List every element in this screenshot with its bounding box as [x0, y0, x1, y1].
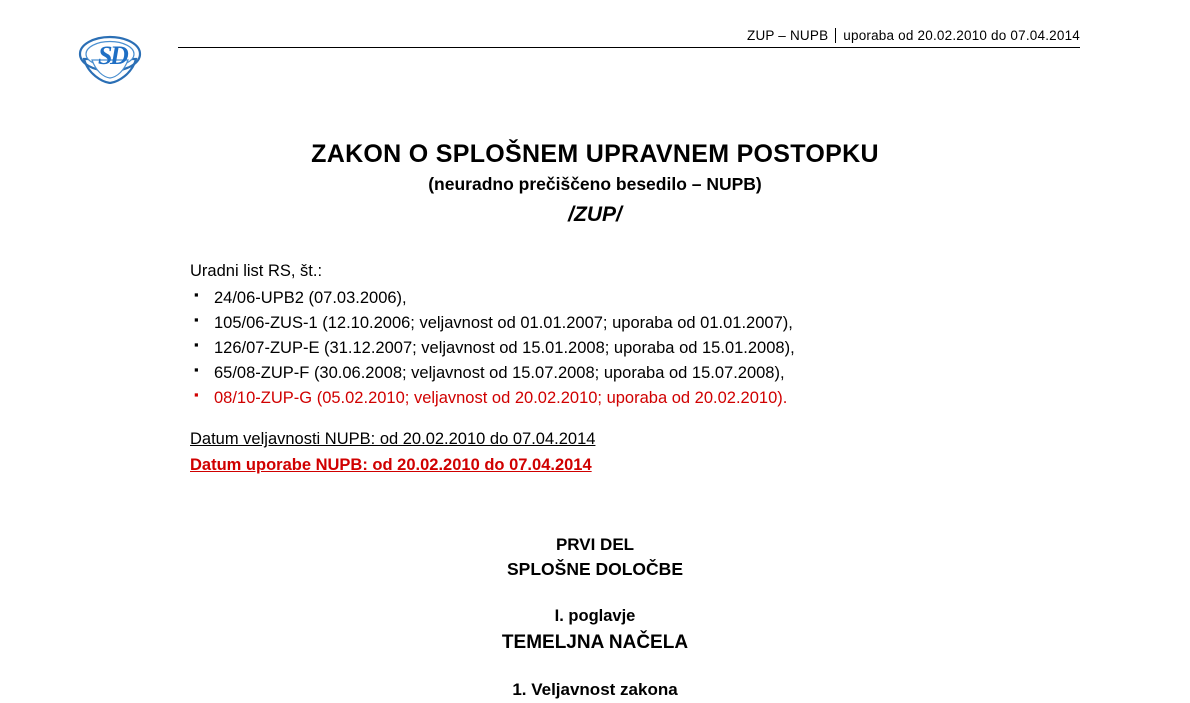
header-doc-code: ZUP – NUPB	[747, 28, 829, 43]
page-title: ZAKON O SPLOŠNEM UPRAVNEM POSTOPKU	[311, 140, 879, 168]
header-usage-range: uporaba od 20.02.2010 do 07.04.2014	[843, 28, 1080, 43]
page-subtitle: (neuradno prečiščeno besedilo – NUPB)	[428, 174, 762, 194]
part-title: SPLOŠNE DOLOČBE	[507, 559, 683, 580]
validity-section	[0, 427, 1190, 478]
sd-shield-icon	[72, 32, 148, 84]
validity-date-line: Datum veljavnosti NUPB: od 20.02.2010 do 07.04.2014	[190, 430, 596, 449]
gazette-item-text: 105/06-ZUS-1 (12.10.2006; veljavnost od 01.01.2007; uporaba od 01.01.2007),	[214, 314, 793, 333]
list-item	[190, 361, 1190, 386]
header-rule-wrap	[178, 28, 1080, 48]
gazette-item-text: 126/07-ZUP-E (31.12.2007; veljavnost od 15.01.2008; uporaba od 15.01.2008),	[214, 339, 795, 358]
header-divider	[178, 47, 1080, 48]
svg-text:S: S	[98, 41, 113, 70]
gazette-item-text: 65/08-ZUP-F (30.06.2008; veljavnost od 15.07.2008; uporaba od 15.07.2008),	[214, 364, 785, 383]
list-item	[190, 286, 1190, 311]
structure-headings	[0, 533, 1190, 703]
chapter-title: TEMELJNA NAČELA	[501, 631, 689, 653]
list-item	[190, 386, 1190, 411]
spacer	[0, 583, 1190, 605]
page-header	[60, 28, 1130, 84]
spacer	[0, 656, 1190, 678]
svg-text:D: D	[110, 41, 129, 70]
gazette-item-text: 24/06-UPB2 (07.03.2006),	[214, 289, 407, 308]
gazette-section	[0, 259, 1190, 411]
list-item	[190, 311, 1190, 336]
page-abbreviation: /ZUP/	[568, 203, 622, 226]
chapter-label: I. poglavje	[554, 606, 636, 625]
part-label: PRVI DEL	[555, 534, 635, 554]
list-item	[190, 336, 1190, 361]
header-separator	[835, 28, 836, 43]
gazette-list	[190, 286, 1190, 411]
document-body	[0, 140, 1190, 703]
gazette-intro: Uradni list RS, št.:	[190, 262, 323, 280]
usage-date-line: Datum uporabe NUPB: od 20.02.2010 do 07.04.2014	[190, 456, 592, 475]
article-title: 1. Veljavnost zakona	[512, 680, 678, 700]
gazette-item-text: 08/10-ZUP-G (05.02.2010; veljavnost od 20.02.2010; uporaba od 20.02.2010).	[214, 389, 788, 408]
header-text	[178, 28, 1080, 47]
